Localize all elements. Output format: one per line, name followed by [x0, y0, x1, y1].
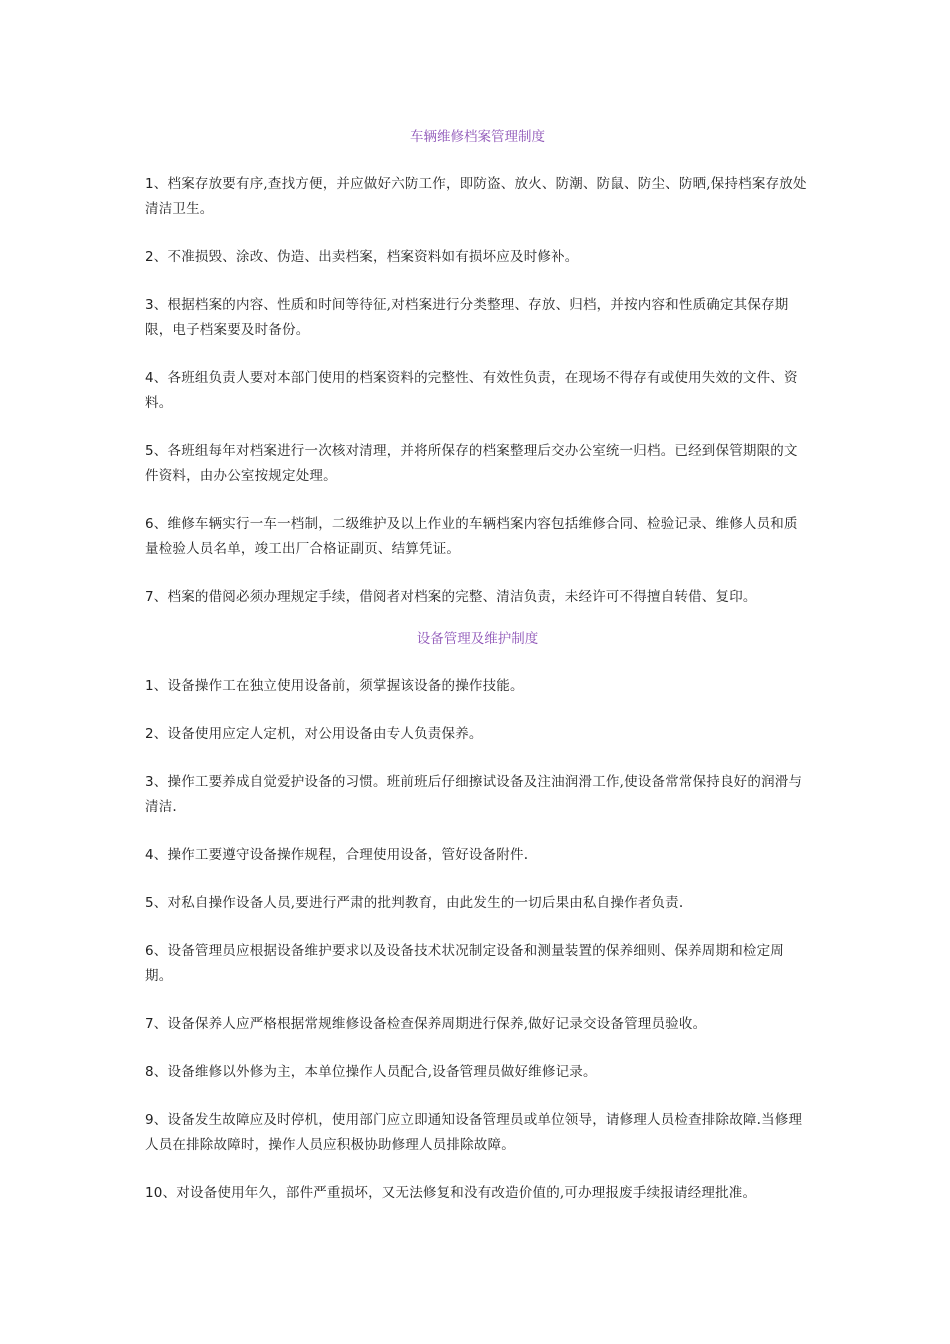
item-number: 3	[145, 297, 154, 313]
item-number: 8	[145, 1064, 154, 1080]
list-item	[145, 366, 810, 416]
list-item	[145, 1181, 810, 1206]
list-item	[145, 439, 810, 489]
item-text: 、档案的借阅必须办理规定手续，借阅者对档案的完整、清洁负责，未经许可不得擅自转借、复印。	[153, 589, 757, 605]
list-item	[145, 891, 810, 916]
item-text: 、设备维修以外修为主，本单位操作人员配合,设备管理员做好维修记录。	[153, 1064, 597, 1080]
list-item	[145, 293, 810, 343]
list-item	[145, 1012, 810, 1037]
item-number: 7	[145, 1016, 154, 1032]
item-text: 、档案存放要有序,查找方便，并应做好六防工作，即防盗、放火、防潮、防鼠、防尘、防晒,保持档案存放处清洁卫生。	[145, 176, 807, 217]
item-number: 4	[145, 847, 154, 863]
item-number: 2	[145, 726, 154, 742]
vehicle-archive-section	[145, 127, 810, 633]
item-text: 、设备保养人应严格根据常规维修设备检查保养周期进行保养,做好记录交设备管理员验收。	[153, 1016, 707, 1032]
list-item	[145, 939, 810, 989]
equipment-maintenance-list	[145, 674, 810, 1206]
item-text: 、维修车辆实行一车一档制，二级维护及以上作业的车辆档案内容包括维修合同、检验记录、维修人员和质量检验人员名单，竣工出厂合格证副页、结算凭证。	[145, 516, 798, 557]
item-text: 、设备使用应定人定机，对公用设备由专人负责保养。	[153, 726, 483, 742]
list-item	[145, 722, 810, 747]
list-item	[145, 172, 810, 222]
vehicle-archive-list	[145, 172, 810, 610]
item-text: 、不准损毁、涂改、伪造、出卖档案，档案资料如有损坏应及时修补。	[153, 249, 579, 265]
item-text: 、设备发生故障应及时停机，使用部门应立即通知设备管理员或单位领导，请修理人员检查排除故障.当修理人员在排除故障时，操作人员应积极协助修理人员排除故障。	[145, 1112, 803, 1153]
list-item	[145, 843, 810, 868]
item-text: 、操作工要养成自觉爱护设备的习惯。班前班后仔细擦试设备及注油润滑工作,使设备常常保持良好的润滑与清洁.	[145, 774, 803, 815]
list-item	[145, 770, 810, 820]
item-text: 、根据档案的内容、性质和时间等待征,对档案进行分类整理、存放、归档，并按内容和性质确定其保存期限，电子档案要及时备份。	[145, 297, 789, 338]
list-item	[145, 1060, 810, 1085]
item-text: 、对设备使用年久，部件严重损坏，又无法修复和没有改造价值的,可办理报废手续报请经理批准。	[162, 1185, 757, 1201]
item-text: 、各班组负责人要对本部门使用的档案资料的完整性、有效性负责，在现场不得存有或使用失效的文件、资料。	[145, 370, 798, 411]
item-number: 4	[145, 370, 154, 386]
list-item	[145, 245, 810, 270]
item-number: 10	[145, 1185, 163, 1201]
item-text: 、对私自操作设备人员,要进行严肃的批判教育，由此发生的一切后果由私自操作者负责.	[153, 895, 684, 911]
equipment-maintenance-title: 设备管理及维护制度	[416, 631, 539, 647]
item-number: 6	[145, 516, 154, 532]
list-item	[145, 585, 810, 610]
item-number: 2	[145, 249, 154, 265]
item-text: 、各班组每年对档案进行一次核对清理，并将所保存的档案整理后交办公室统一归档。已经到保管期限的文件资料，由办公室按规定处理。	[145, 443, 798, 484]
item-text: 、操作工要遵守设备操作规程，合理使用设备，管好设备附件.	[153, 847, 529, 863]
equipment-maintenance-section	[145, 629, 810, 1229]
item-number: 3	[145, 774, 154, 790]
vehicle-archive-title: 车辆维修档案管理制度	[410, 129, 545, 145]
item-number: 5	[145, 895, 154, 911]
item-number: 7	[145, 589, 154, 605]
item-text: 、设备操作工在独立使用设备前，须掌握该设备的操作技能。	[153, 678, 524, 694]
item-text: 、设备管理员应根据设备维护要求以及设备技术状况制定设备和测量装置的保养细则、保养周期和检定周期。	[145, 943, 784, 984]
item-number: 1	[145, 176, 154, 192]
list-item	[145, 512, 810, 562]
item-number: 1	[145, 678, 154, 694]
item-number: 9	[145, 1112, 154, 1128]
list-item	[145, 674, 810, 699]
list-item	[145, 1108, 810, 1158]
item-number: 6	[145, 943, 154, 959]
item-number: 5	[145, 443, 154, 459]
